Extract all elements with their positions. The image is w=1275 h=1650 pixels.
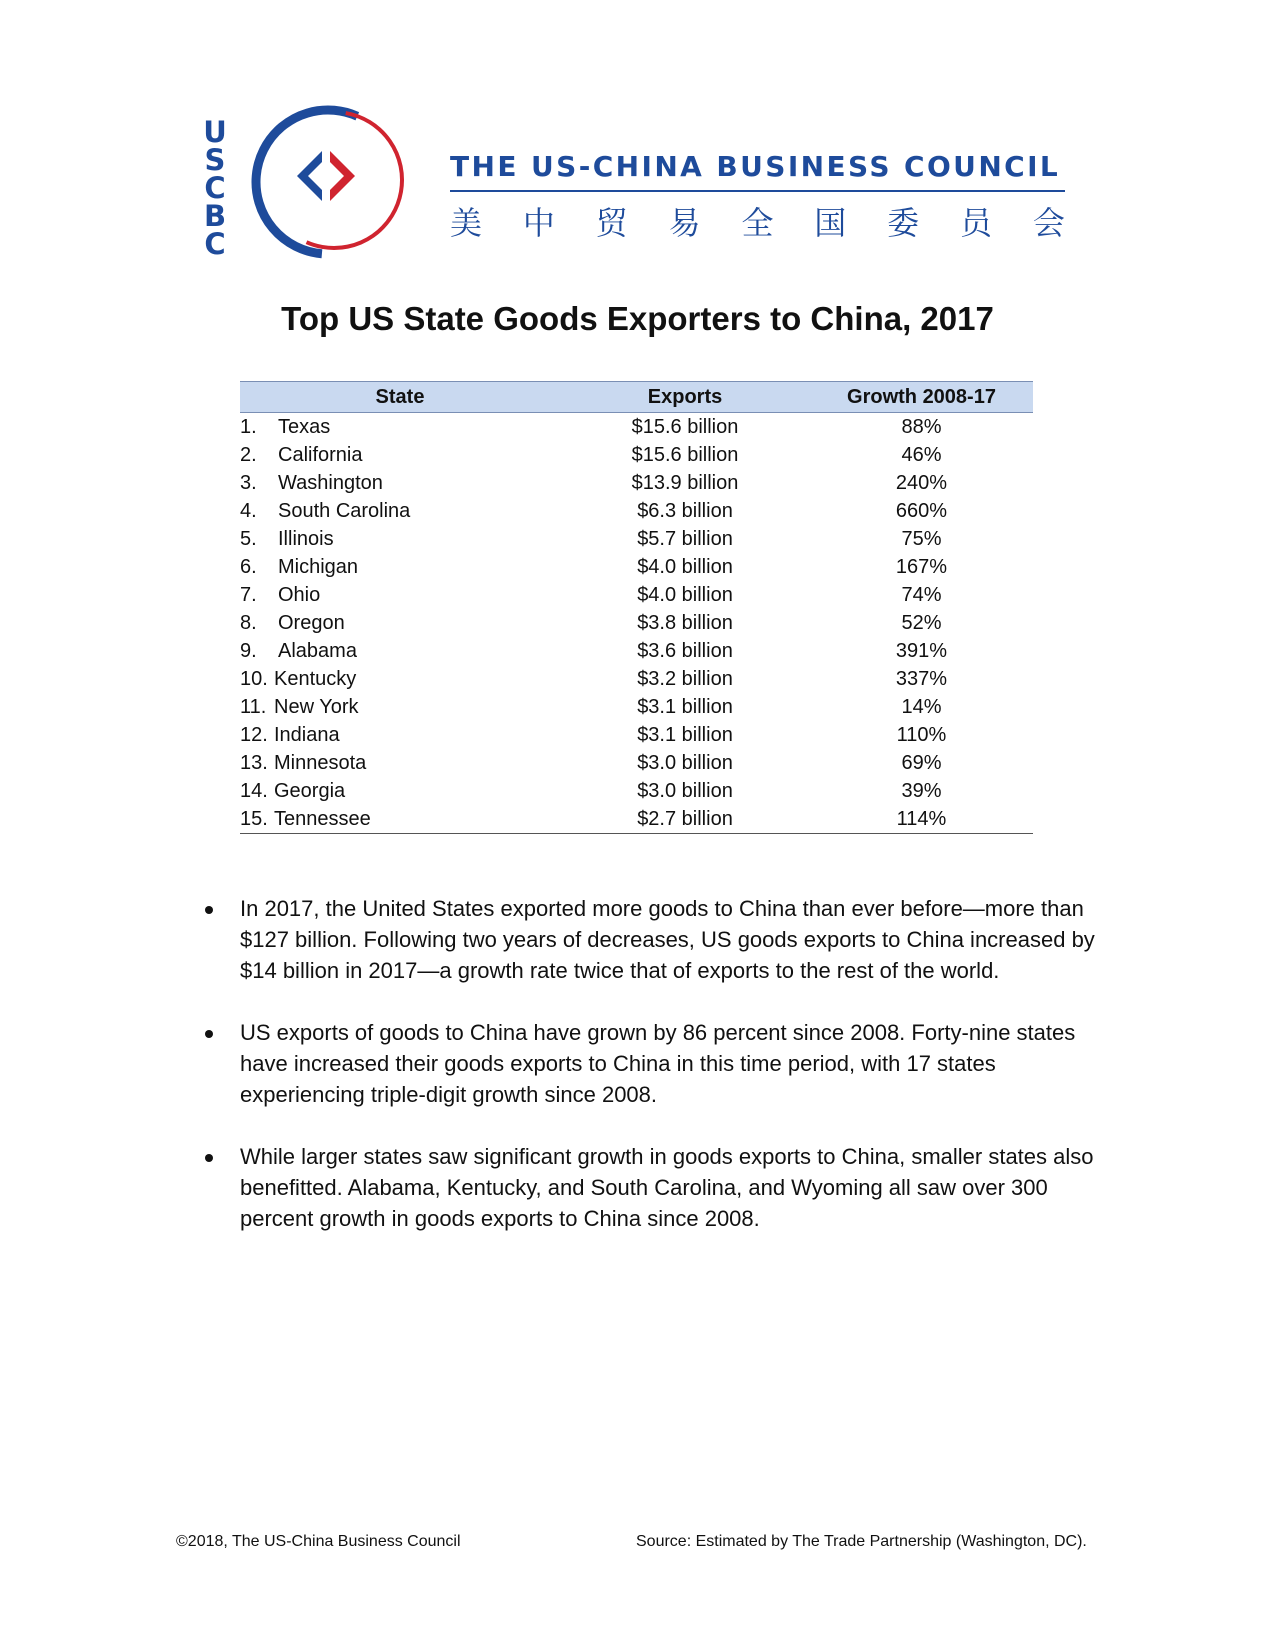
footer-copyright: ©2018, The US-China Business Council — [176, 1533, 461, 1550]
table-row — [240, 469, 1033, 497]
state-name: Tennessee — [274, 807, 371, 830]
chinese-character: 贸 — [595, 204, 628, 242]
logo-acronym — [200, 115, 230, 261]
state-name: Georgia — [274, 779, 346, 802]
rank-number: 8. — [240, 611, 257, 634]
state-cell — [240, 749, 560, 777]
exports-cell: $3.6 billion — [637, 639, 733, 662]
rank-number: 13. — [240, 751, 268, 774]
growth-cell: 110% — [896, 723, 947, 746]
growth-cell: 660% — [895, 499, 948, 522]
exports-cell: $3.0 billion — [637, 751, 733, 774]
table-row — [240, 413, 1033, 442]
growth-cell: 69% — [901, 751, 942, 774]
footer-source: Source: Estimated by The Trade Partnership (Washington, DC). — [636, 1533, 1087, 1550]
organization-name-chinese — [450, 198, 1065, 244]
page-title: Top US State Goods Exporters to China, 2017 — [281, 300, 994, 337]
growth-cell: 88% — [901, 415, 942, 438]
bullet-text: While larger states saw significant growth in goods exports to China, smaller states also benefitted. Alabama, Kentucky, and South Carolina, and Wyoming all saw over 300 percent growth in goods exports to China since 2008. — [240, 1144, 1094, 1231]
state-name: New York — [274, 695, 359, 718]
rank-number: 14. — [240, 779, 268, 802]
state-name: Oregon — [278, 611, 345, 634]
exports-cell: $3.0 billion — [637, 779, 733, 802]
bullet-icon — [205, 906, 213, 914]
rank-number: 1. — [240, 415, 257, 438]
state-name: Texas — [278, 415, 331, 438]
chinese-character: 会 — [1032, 204, 1065, 242]
exports-table — [240, 381, 1033, 834]
table-row — [240, 693, 1033, 721]
state-name: South Carolina — [278, 499, 411, 522]
state-cell — [240, 609, 560, 637]
state-cell — [240, 665, 560, 693]
state-name: Indiana — [274, 723, 340, 746]
exports-cell: $5.7 billion — [637, 527, 733, 550]
growth-cell: 39% — [901, 779, 942, 802]
chinese-character: 员 — [960, 204, 993, 242]
state-cell — [240, 805, 560, 834]
rank-number: 6. — [240, 555, 257, 578]
growth-cell: 337% — [895, 667, 948, 690]
rank-number: 5. — [240, 527, 257, 550]
exports-cell: $2.7 billion — [560, 805, 810, 834]
rank-number: 9. — [240, 639, 257, 662]
list-item — [200, 1017, 1100, 1110]
exports-cell: $3.8 billion — [637, 611, 733, 634]
state-cell — [240, 441, 560, 469]
table-row — [240, 777, 1033, 805]
column-header-growth: Growth 2008-17 — [810, 382, 1033, 413]
chinese-character: 中 — [522, 204, 555, 242]
table-row — [240, 581, 1033, 609]
exports-cell: $13.9 billion — [631, 471, 739, 494]
growth-cell: 14% — [901, 695, 942, 718]
list-item — [200, 1141, 1100, 1234]
table-row — [240, 609, 1033, 637]
column-header-state: State — [240, 382, 560, 413]
table-row — [240, 497, 1033, 525]
logo-letter: U — [203, 115, 227, 149]
rank-number: 10. — [240, 667, 268, 690]
rank-number: 12. — [240, 723, 268, 746]
exports-cell: $3.1 billion — [637, 723, 733, 746]
chinese-character: 易 — [668, 204, 701, 242]
table-row — [240, 721, 1033, 749]
state-cell — [240, 777, 560, 805]
rank-number: 7. — [240, 583, 257, 606]
state-name: Minnesota — [274, 751, 367, 774]
rank-number: 3. — [240, 471, 257, 494]
exports-cell: $15.6 billion — [631, 443, 739, 466]
exports-cell: $3.1 billion — [637, 695, 733, 718]
table-header-row — [240, 382, 1033, 413]
state-cell — [240, 413, 560, 442]
rank-number: 11. — [240, 695, 267, 718]
growth-cell: 52% — [901, 611, 942, 634]
growth-cell: 114% — [810, 805, 1033, 834]
state-name: Alabama — [278, 639, 357, 662]
organization-name: THE US-CHINA BUSINESS COUNCIL — [450, 150, 1061, 183]
state-cell — [240, 497, 560, 525]
rank-number: 4. — [240, 499, 257, 522]
bullet-icon — [205, 1030, 213, 1038]
state-cell — [240, 693, 560, 721]
growth-cell: 167% — [895, 555, 948, 578]
state-name: California — [278, 443, 363, 466]
exports-cell: $4.0 billion — [637, 555, 733, 578]
table-body — [240, 413, 1033, 834]
state-cell — [240, 525, 560, 553]
state-name: Michigan — [278, 555, 359, 578]
bullet-icon — [205, 1154, 213, 1162]
logo-letter: S — [204, 143, 226, 177]
state-cell — [240, 469, 560, 497]
state-name: Kentucky — [274, 667, 357, 690]
table-row — [240, 441, 1033, 469]
table-row — [240, 749, 1033, 777]
state-cell — [240, 637, 560, 665]
table-row — [240, 665, 1033, 693]
state-name: Illinois — [278, 527, 334, 550]
state-cell — [240, 581, 560, 609]
state-name: Ohio — [278, 583, 321, 606]
rank-number: 15. — [240, 807, 268, 830]
table-row — [240, 805, 1033, 834]
exports-cell: $6.3 billion — [637, 499, 733, 522]
growth-cell: 75% — [901, 527, 942, 550]
exports-cell: $3.2 billion — [637, 667, 733, 690]
chinese-character: 国 — [814, 204, 847, 242]
state-name: Washington — [278, 471, 383, 494]
growth-cell: 74% — [901, 583, 942, 606]
bullet-text: US exports of goods to China have grown by 86 percent since 2008. Forty-nine states have increased their goods exports to China in this time period, with 17 states experiencing triple-digit growth since 2008. — [240, 1020, 1076, 1107]
chinese-character: 委 — [887, 204, 920, 242]
growth-cell: 46% — [901, 443, 942, 466]
logo-letter: B — [203, 199, 227, 233]
table-row — [240, 553, 1033, 581]
header-divider — [450, 190, 1065, 192]
chinese-character: 美 — [450, 204, 483, 242]
state-cell — [240, 721, 560, 749]
bullet-text: In 2017, the United States exported more goods to China than ever before—more than $127 billion. Following two years of decreases, US goods exports to China increased by $14 billion in 2017—a growth rate twice that of exports to the rest of the world. — [240, 896, 1095, 983]
exports-cell: $4.0 billion — [637, 583, 733, 606]
table-row — [240, 637, 1033, 665]
key-findings-list — [200, 893, 1100, 1265]
logo-letter: C — [204, 227, 226, 261]
exports-cell: $15.6 billion — [631, 415, 739, 438]
growth-cell: 391% — [895, 639, 948, 662]
rank-number: 2. — [240, 443, 257, 466]
exports-table-container — [240, 381, 1033, 834]
logo-letter: C — [204, 171, 226, 205]
uscbc-emblem-icon — [246, 100, 416, 270]
growth-cell: 240% — [895, 471, 948, 494]
list-item — [200, 893, 1100, 986]
state-cell — [240, 553, 560, 581]
column-header-exports: Exports — [560, 382, 810, 413]
table-row — [240, 525, 1033, 553]
chinese-character: 全 — [741, 204, 774, 242]
